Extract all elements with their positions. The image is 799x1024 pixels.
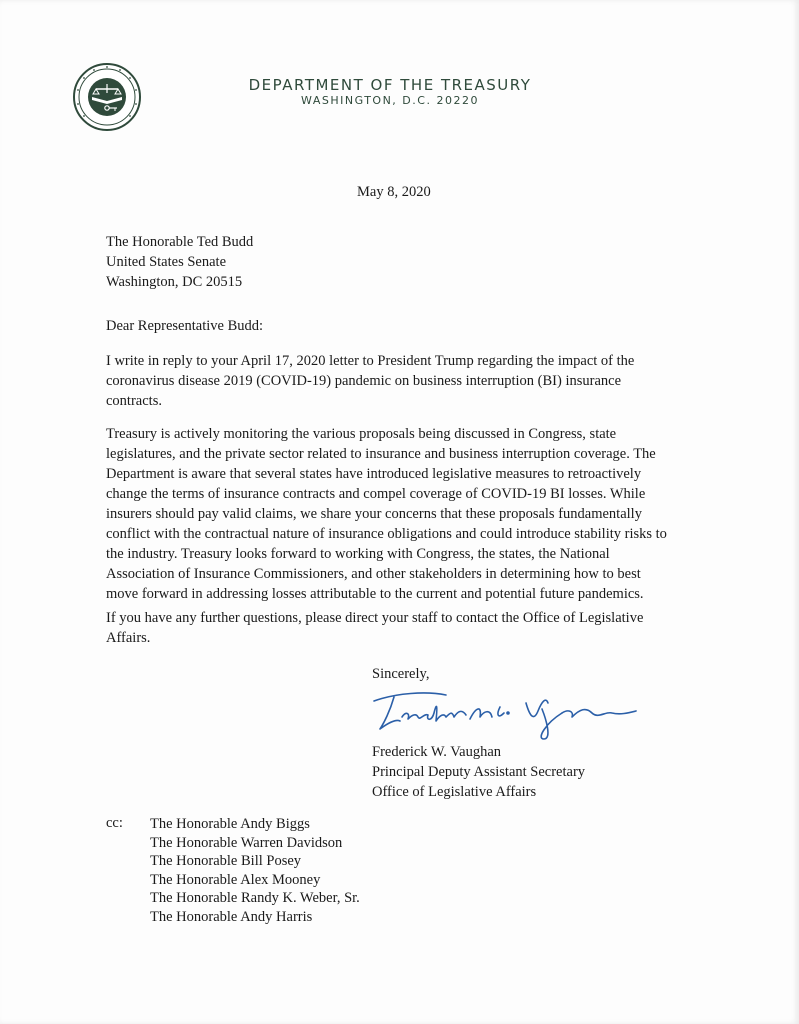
cc-list	[150, 815, 360, 927]
paragraph-contact	[106, 608, 706, 648]
cc-recipient: The Honorable Randy K. Weber, Sr.	[150, 890, 360, 907]
paragraph-line: contracts.	[106, 393, 162, 409]
paragraph-line: coronavirus disease 2019 (COVID-19) pandemic on business interruption (BI) insurance	[106, 373, 622, 389]
paragraph-line: insurers should pay valid claims, we share your concerns that these proposals fundamentally	[106, 506, 642, 522]
letter-date: May 8, 2020	[357, 184, 431, 200]
letterhead	[150, 76, 630, 108]
paragraph-line: Association of Insurance Commissioners, and other stakeholders in determining how to best	[106, 566, 641, 582]
paragraph-line: change the terms of insurance contracts and compel coverage of COVID-19 BI losses. While	[106, 486, 646, 502]
paragraph-line: Affairs.	[106, 630, 151, 646]
closing: Sincerely,	[372, 666, 430, 682]
recipient-line: United States Senate	[106, 254, 227, 270]
department-name: DEPARTMENT OF THE TREASURY	[248, 76, 532, 94]
paragraph-monitoring	[106, 424, 706, 604]
treasury-seal-icon	[72, 62, 142, 132]
cc-recipient: The Honorable Andy Biggs	[150, 816, 310, 832]
paragraph-reply	[106, 351, 706, 411]
paragraph-line: conflict with the contractual nature of insurance obligations and could introduce stability risks to	[106, 526, 667, 542]
cc-recipient: The Honorable Bill Posey	[150, 853, 302, 870]
signature-image	[366, 683, 666, 743]
signer-title: Principal Deputy Assistant Secretary	[372, 764, 586, 780]
paragraph-line: move forward in addressing losses attributable to the current and potential future pandemics.	[106, 586, 644, 602]
paragraph-line: If you have any further questions, please direct your staff to contact the Office of Legislative	[106, 610, 644, 626]
cc-recipient: The Honorable Alex Mooney	[150, 871, 321, 888]
paragraph-line: legislatures, and the private sector related to insurance and business interruption coverage. The	[106, 446, 656, 462]
cc-recipient: The Honorable Andy Harris	[150, 908, 313, 925]
paragraph-line: I write in reply to your April 17, 2020 letter to President Trump regarding the impact of the	[106, 353, 635, 369]
recipient-line: Washington, DC 20515	[106, 274, 243, 290]
cc-recipient: The Honorable Warren Davidson	[150, 834, 343, 851]
paragraph-line: Treasury is actively monitoring the various proposals being discussed in Congress, state	[106, 426, 617, 442]
recipient-address	[106, 232, 706, 292]
signer-name: Frederick W. Vaughan	[372, 744, 501, 760]
paragraph-line: Department is aware that several states have introduced legislative measures to retroactively	[106, 466, 642, 482]
department-address: WASHINGTON, D.C. 20220	[301, 94, 479, 107]
signer-block	[372, 742, 585, 802]
salutation: Dear Representative Budd:	[106, 318, 264, 334]
recipient-line: The Honorable Ted Budd	[106, 234, 254, 250]
cc-label: cc:	[106, 815, 123, 831]
paragraph-line: the industry. Treasury looks forward to working with Congress, the states, the National	[106, 546, 610, 562]
signer-office: Office of Legislative Affairs	[372, 784, 537, 800]
